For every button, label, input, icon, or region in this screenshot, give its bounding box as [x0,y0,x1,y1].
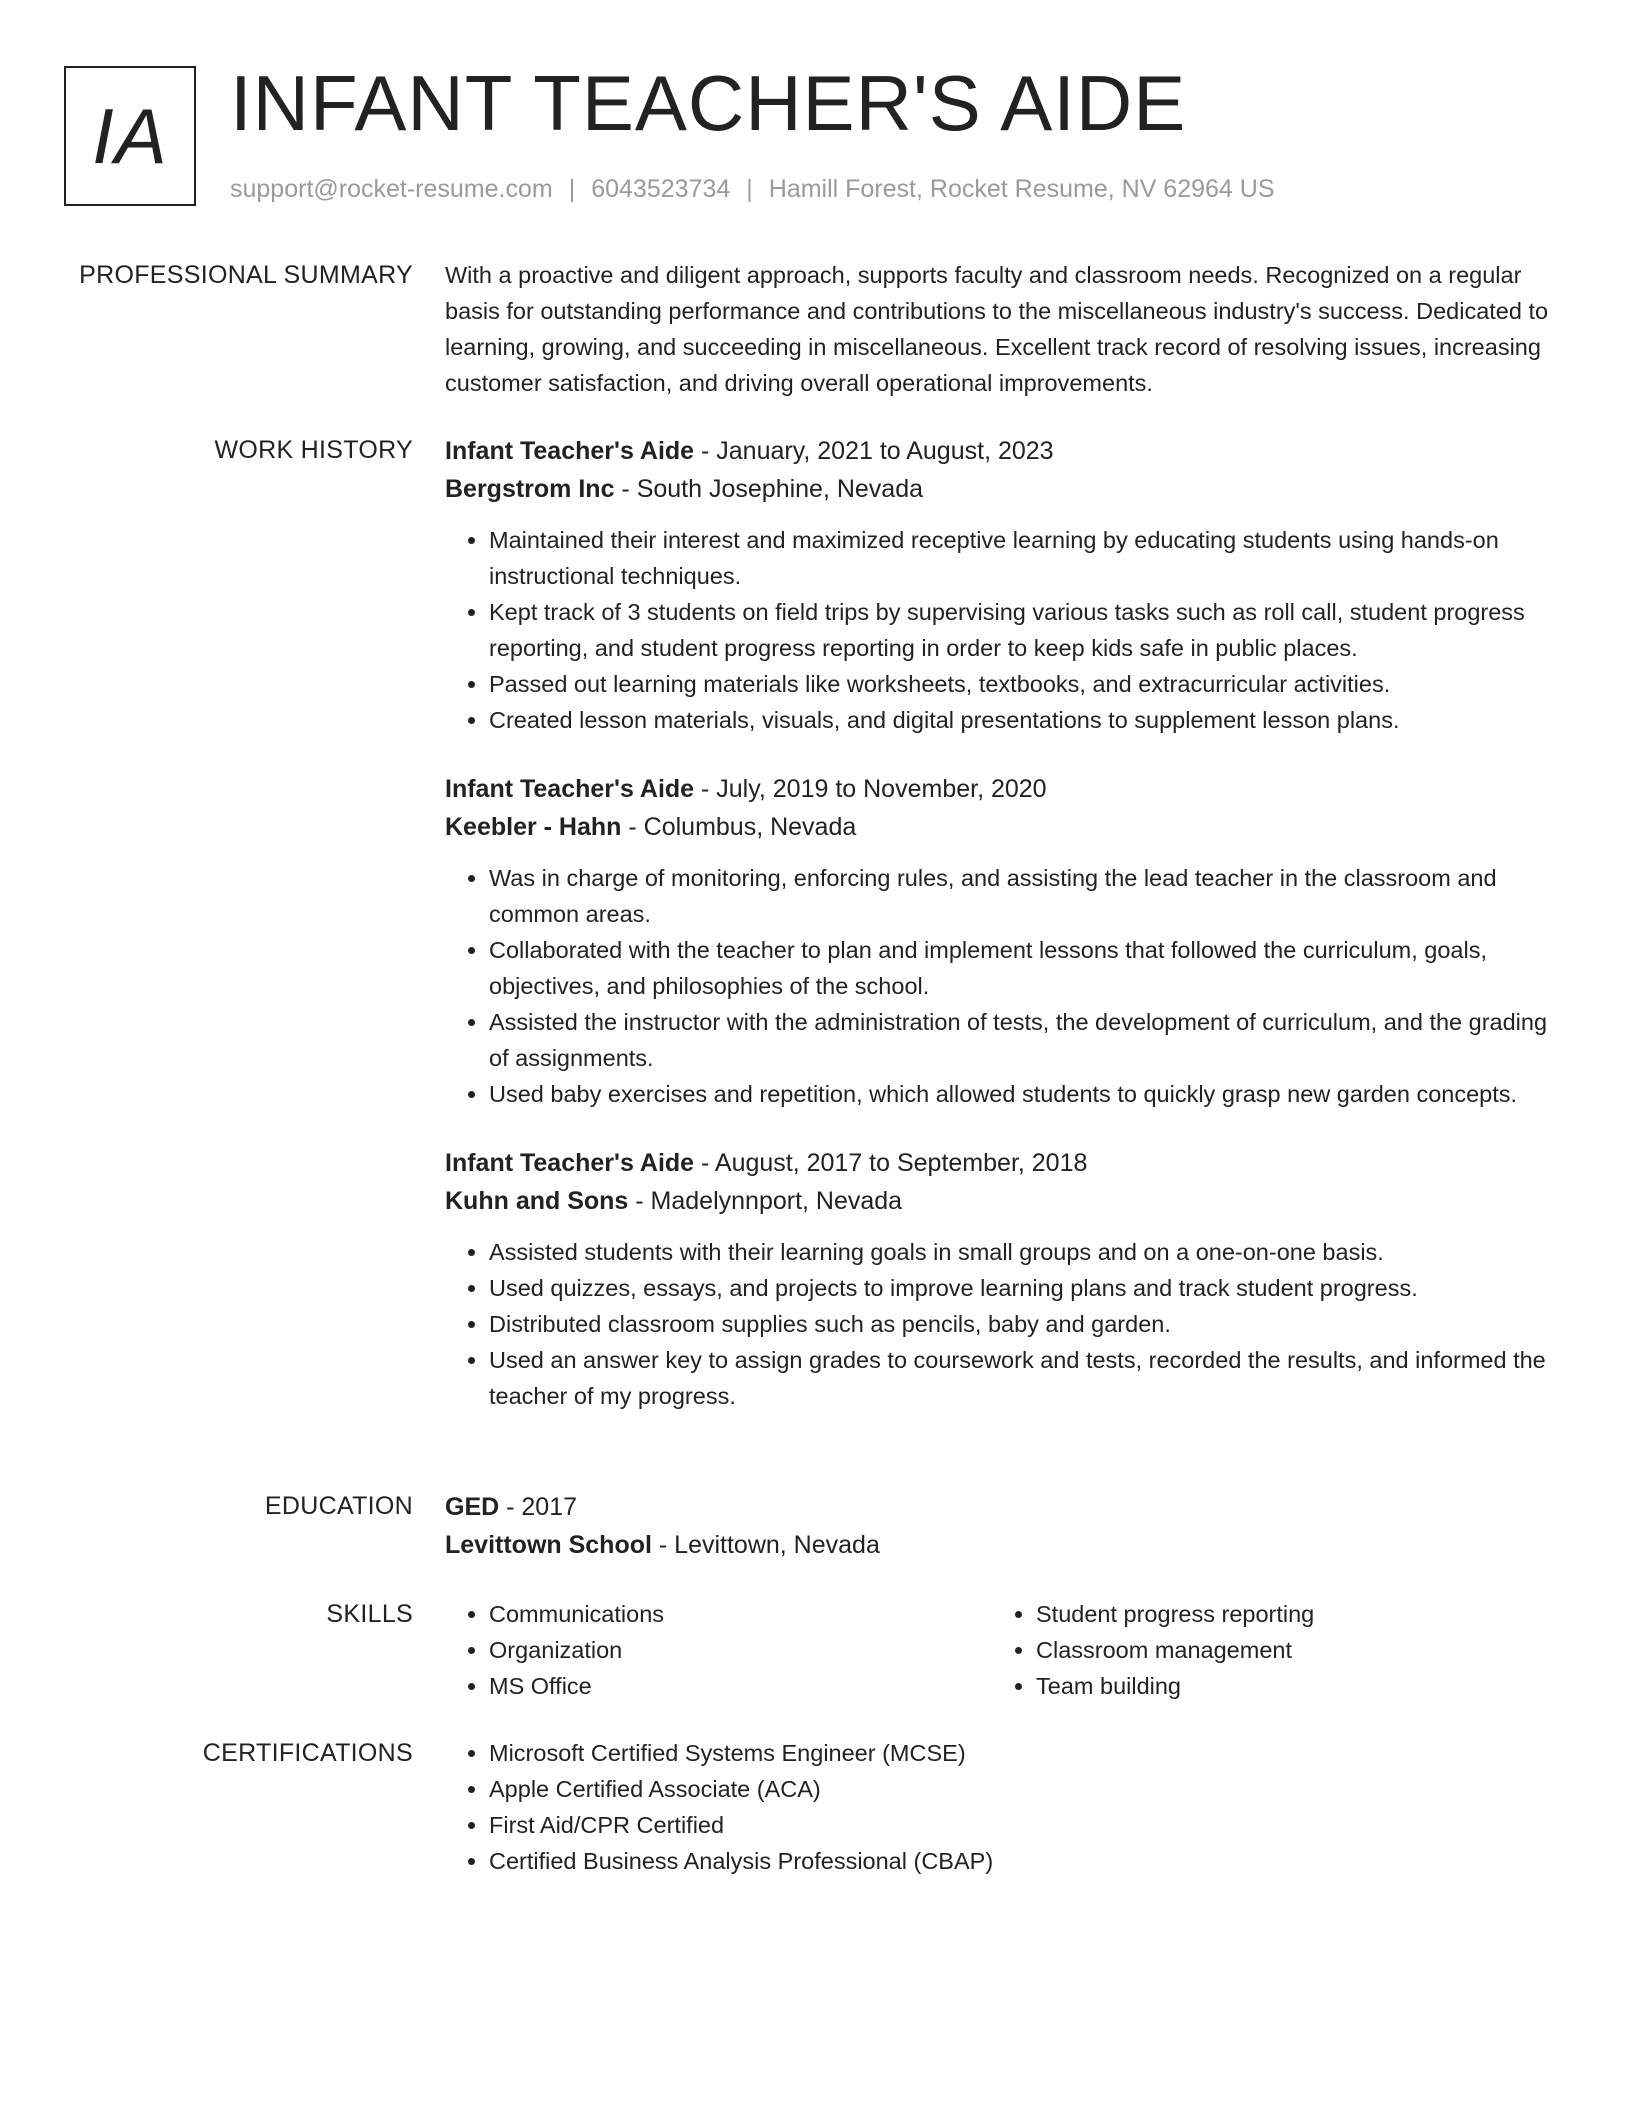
job-company: Bergstrom Inc [445,475,615,503]
education-degree-line [445,1488,1565,1526]
job-location: - Madelynnport, Nevada [628,1187,903,1215]
job-dates: - August, 2017 to September, 2018 [694,1149,1088,1177]
skills-body [445,1596,1565,1704]
work-history-body [445,432,1565,1414]
job-title: Infant Teacher's Aide [445,1149,695,1177]
job-location: - South Josephine, Nevada [614,475,924,503]
job-bullet: • Kept track of 3 students on field trips by supervising various tasks such as roll call, student progress reporting, and student progress reporting in order to keep kids safe in public places. [489,594,1565,666]
contact-email: support@rocket-resume.com [230,175,553,203]
job-bullet: • Maintained their interest and maximized receptive learning by educating students using hands-on instructional techniques. [489,522,1565,594]
skills-column-left [445,1596,992,1704]
job-bullet: • Passed out learning materials like worksheets, textbooks, and extracurricular activities. [489,666,1565,702]
contact-address: Hamill Forest, Rocket Resume, NV 62964 US [768,175,1275,203]
contact-phone: 6043523734 [591,175,731,203]
job-title: Infant Teacher's Aide [445,437,695,465]
summary-text: With a proactive and diligent approach, supports faculty and classroom needs. Recognized on a regular basis for outstanding performance and contributions to the miscellaneous industry's success. Dedicated to learning, growing, and succeeding in miscellaneous. Excellent track record of resolving issues, increasing customer satisfaction, and driving overall operational improvements. [445,262,1549,396]
section-label-education: EDUCATION [264,1492,413,1520]
section-label-certifications: CERTIFICATIONS [202,1739,413,1767]
job-bullet: • Used an answer key to assign grades to coursework and tests, recorded the results, and informed the teacher of my progress. [489,1342,1565,1414]
job-bullets [445,860,1565,1112]
job-company-line [445,470,1565,508]
skills-column-right [992,1596,1539,1704]
skill-item: • MS Office [489,1668,992,1704]
skill-item: • Team building [1036,1668,1539,1704]
monogram-text: IA [92,91,168,180]
certifications-list [445,1735,1565,1879]
job-title-line [445,1144,1565,1182]
job-bullet: • Created lesson materials, visuals, and digital presentations to supplement lesson plans. [489,702,1565,738]
contact-separator: | [746,175,753,203]
certification-item: • First Aid/CPR Certified [489,1807,1565,1843]
contact-separator: | [568,175,576,203]
contact-line [230,172,1275,206]
certifications-body [445,1735,1565,1879]
skill-item: • Student progress reporting [1036,1596,1539,1632]
section-label-skills: SKILLS [326,1600,413,1628]
job-bullet: • Assisted students with their learning goals in small groups and on a one-on-one basis. [489,1234,1565,1270]
education-degree: GED [445,1493,500,1521]
job-dates: - July, 2019 to November, 2020 [694,775,1047,803]
education-body [445,1488,1565,1564]
job-entry [445,1144,1565,1414]
job-bullet: • Was in charge of monitoring, enforcing rules, and assisting the lead teacher in the classroom and common areas. [489,860,1565,932]
certification-item: • Certified Business Analysis Professional (CBAP) [489,1843,1565,1879]
job-title-line [445,432,1565,470]
summary-body [445,257,1565,401]
certification-item: • Microsoft Certified Systems Engineer (MCSE) [489,1735,1565,1771]
job-bullet: • Used baby exercises and repetition, which allowed students to quickly grasp new garden concepts. [489,1076,1565,1112]
job-title-line [445,770,1565,808]
skills-list [445,1596,992,1704]
job-bullets [445,1234,1565,1414]
job-company-line [445,808,1565,846]
skills-list [992,1596,1539,1704]
job-location: - Columbus, Nevada [621,813,857,841]
education-year: - 2017 [499,1493,578,1521]
education-location: - Levittown, Nevada [651,1531,880,1559]
job-bullet: • Assisted the instructor with the administration of tests, the development of curriculum, and the grading of assignments. [489,1004,1565,1076]
resume-title: INFANT TEACHER'S AIDE [230,59,1187,147]
education-school-line [445,1526,1565,1564]
job-title: Infant Teacher's Aide [445,775,695,803]
skill-item: • Classroom management [1036,1632,1539,1668]
monogram [64,66,196,206]
education-school: Levittown School [445,1531,652,1559]
job-company: Kuhn and Sons [445,1187,629,1215]
job-bullets [445,522,1565,738]
section-label-summary: PROFESSIONAL SUMMARY [79,261,413,289]
job-dates: - January, 2021 to August, 2023 [694,437,1054,465]
skills-grid [445,1596,1565,1704]
skill-item: • Communications [489,1596,992,1632]
job-company: Keebler - Hahn [445,813,622,841]
job-entry [445,432,1565,738]
job-bullet: • Collaborated with the teacher to plan and implement lessons that followed the curriculum, goals, objectives, and philosophies of the school. [489,932,1565,1004]
certification-item: • Apple Certified Associate (ACA) [489,1771,1565,1807]
section-label-work-history: WORK HISTORY [214,436,413,464]
skill-item: • Organization [489,1632,992,1668]
job-company-line [445,1182,1565,1220]
job-bullet: • Used quizzes, essays, and projects to improve learning plans and track student progress. [489,1270,1565,1306]
job-entry [445,770,1565,1112]
job-bullet: • Distributed classroom supplies such as pencils, baby and garden. [489,1306,1565,1342]
